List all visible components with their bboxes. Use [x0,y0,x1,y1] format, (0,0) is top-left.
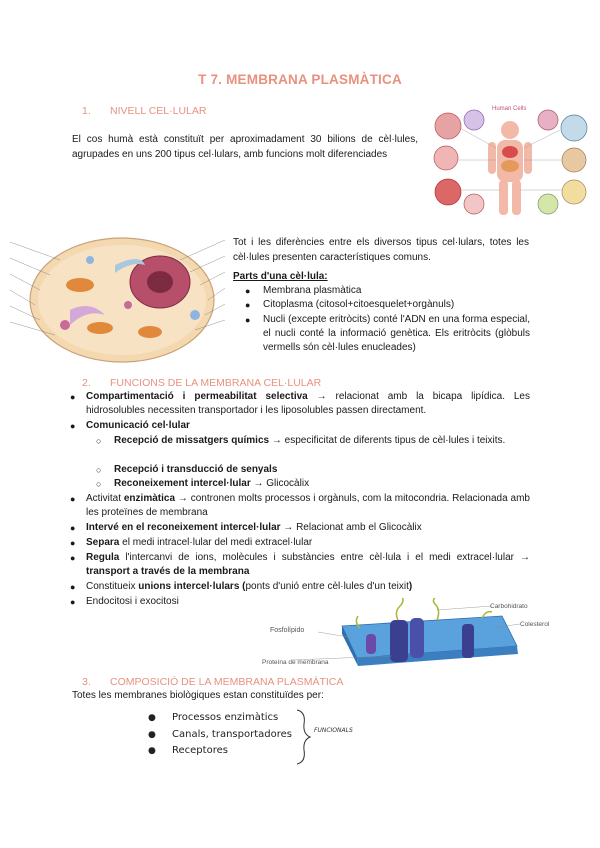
item-text: Endocitosi i exocitosi [86,596,179,607]
human-cells-label: Human Cells [492,106,527,112]
list-item [148,728,308,742]
bullet-icon: ● [70,421,76,431]
item-text: → Glicocàlix [250,478,310,489]
bullet-icon: ● [148,730,156,740]
item-bold: Intervé en el reconeixement intercel·lular [86,522,281,533]
list-item [70,390,530,418]
bullet-icon: ● [70,392,76,402]
protein-label: Proteína de membrana [262,659,329,666]
bullet-icon: ● [70,523,76,533]
list-item-text: Processos enzimàtics [172,712,279,723]
phospholipid-label: Fosfolípido [270,627,305,634]
section-title: NIVELL CEL·LULAR [110,105,207,117]
bullet-icon: ● [245,315,251,325]
item-pre: Constitueix [86,581,139,592]
functional-label: FUNCIONALS [314,727,353,734]
list-item-text: Nucli (excepte eritròcits) conté l'ADN en una forma especial, el nucli conté la informació genètica. Els eritròcits (glòbuls vermells són cèl·lules enucleades) [263,314,530,354]
list-item [148,711,308,725]
membrane-figure [262,598,562,678]
section-number: 2. [82,377,91,389]
bullet-icon: ● [70,582,76,592]
list-item [70,551,530,579]
bullet-icon: ● [245,286,251,296]
parts-heading: Parts d'una cèl·lula: [233,271,328,282]
item-text: ponts d'unió entre cèl·lules d'un teixit [245,581,409,592]
composition-intro: Totes les membranes biològiques estan constituïdes per: [72,690,324,701]
item-text: → especificitat de diferents tipus de cèl·lules i teixits. [269,435,506,446]
item-bold: Recepció de missatgers químics [114,435,270,446]
section-1-heading [82,105,206,117]
item-text: → relacionat amb la bicapa lipídica. Les hidrosolubles necessiten transportador i les liposolubles passen directament. [86,391,530,417]
item-bold: Reconeixement intercel·lular [114,478,251,489]
item-bold: Compartimentació i permeabilitat selectiva [86,391,308,402]
bracket-icon [294,708,314,766]
circle-bullet-icon: ○ [96,465,102,475]
differences-paragraph: Tot i les diferències entre els diversos tipus cel·lulars, totes les cèl·lules presenten característiques comuns. [233,237,529,263]
bullet-icon: ● [245,300,251,310]
item-text: el medi intracel·lular del medi extracel·lular [119,537,313,548]
item-bold: unions intercel·lulars ( [138,581,246,592]
section-number: 3. [82,676,91,688]
list-item-text: Membrana plasmàtica [263,285,362,296]
bullet-icon: ● [70,597,76,607]
human-body-illustration [488,121,532,215]
list-item-text: Canals, transportadores [172,729,292,740]
human-cells-figure [430,100,590,220]
section-number: 1. [82,105,91,117]
sub-list-item [96,463,530,477]
list-item [245,298,530,312]
intro-paragraph: El cos humà està constituït per aproximadament 30 bilions de cèl·lules, agrupades en uns 200 tipus cel·lulars, amb funcions molt diferenciades [72,134,418,160]
bullet-icon: ● [148,713,156,723]
bullet-icon: ● [70,538,76,548]
list-item-text: Citoplasma (citosol+citoesquelet+orgànuls) [263,299,455,310]
list-item [70,536,530,550]
circle-bullet-icon: ○ [96,479,102,489]
item-bold: Recepció i transducció de senyals [114,464,278,475]
bullet-icon: ● [70,494,76,504]
item-text: → Relacionat amb el Glicocàlix [280,522,422,533]
animal-cell-figure [10,220,225,370]
list-item [70,492,530,520]
item-text: → contronen molts processos i orgànuls, com la mitocondria. Relacionada amb les proteïnes de membrana [86,493,530,519]
list-item-text: Receptores [172,745,228,756]
list-item [148,744,308,758]
section-title: COMPOSICIÓ DE LA MEMBRANA PLASMÀTICA [110,676,344,688]
carbohydrate-label: Carbohidrato [490,603,528,610]
item-bold: Comunicació cel·lular [86,420,190,431]
circle-bullet-icon: ○ [96,436,102,446]
list-item [70,419,530,433]
item-bold: Separa [86,537,120,548]
list-item [245,284,530,298]
section-title: FUNCIONS DE LA MEMBRANA CEL·LULAR [110,377,322,389]
list-item [70,521,530,535]
list-item [70,580,530,594]
cholesterol-label: Colesterol [520,621,550,628]
page-title: T 7. MEMBRANA PLASMÀTICA [198,72,402,87]
item-text: l'intercanvi de ions, molècules i substàncies entre cèl·lula i el medi extracel·lular [119,552,514,563]
item-bold-2: → transport a través de la membrana [86,552,530,578]
item-post: ) [408,581,413,592]
section-2-heading [82,377,321,389]
sub-list-item [96,477,530,491]
sub-list-item [96,434,530,448]
section-3-heading [82,676,343,688]
cell-body [30,238,214,362]
item-bold: enzimàtica [123,493,176,504]
bullet-icon: ● [70,553,76,563]
bullet-icon: ● [148,746,156,756]
item-pre: Activitat [86,493,124,504]
list-item [245,313,530,356]
item-bold: Regula [86,552,120,563]
